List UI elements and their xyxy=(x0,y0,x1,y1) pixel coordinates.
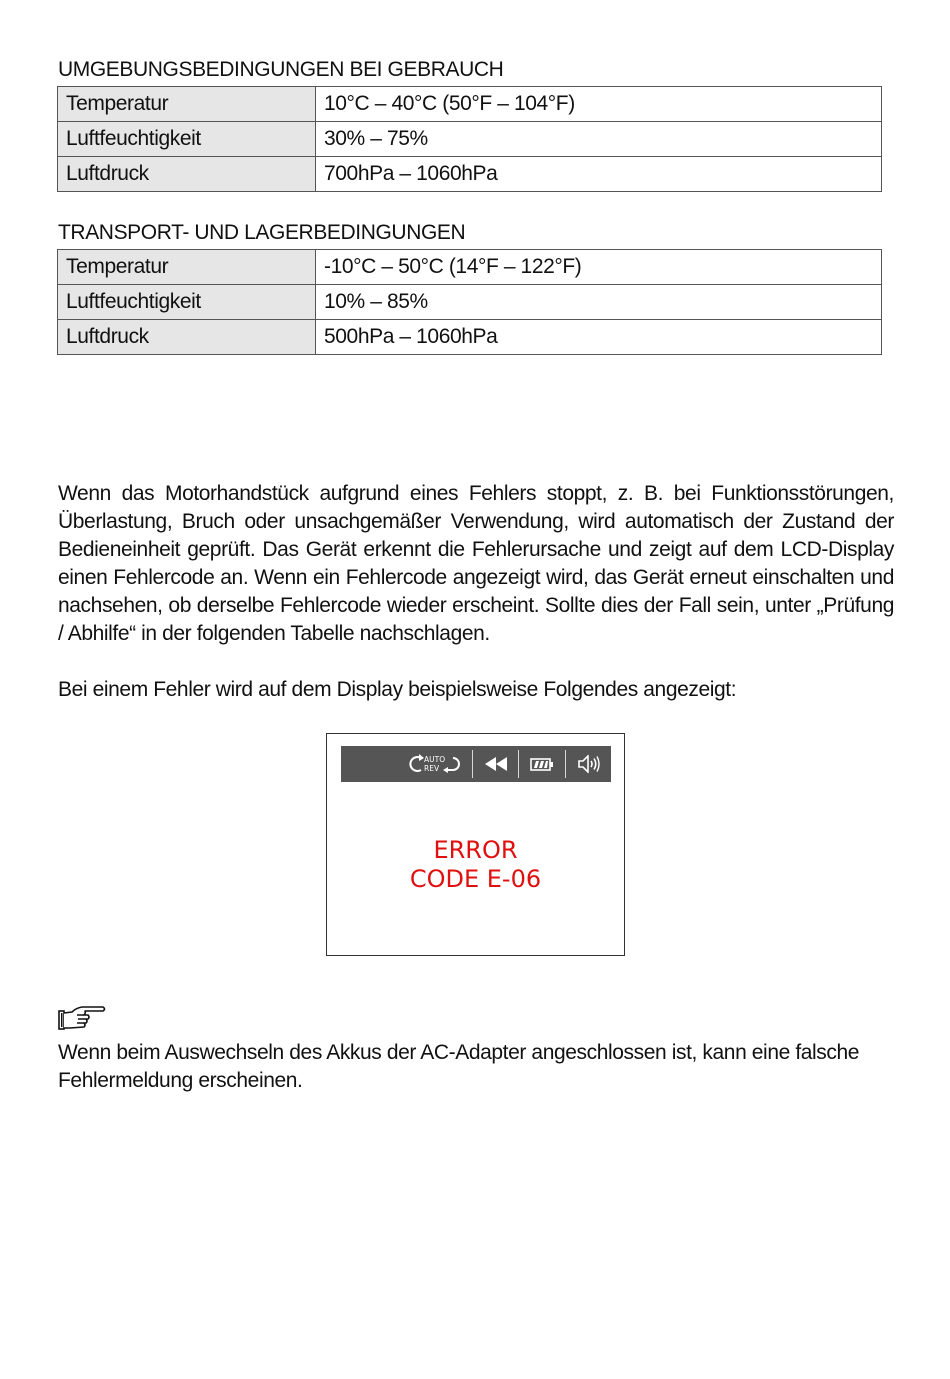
pressure-value: 500hPa – 1060hPa xyxy=(316,320,882,355)
temperature-label: Temperatur xyxy=(58,250,316,285)
table-row xyxy=(58,87,882,122)
rewind-icon xyxy=(473,746,518,782)
error-line-1: ERROR xyxy=(433,836,518,864)
humidity-value: 10% – 85% xyxy=(316,285,882,320)
pointing-hand-icon xyxy=(58,1005,108,1033)
pressure-value: 700hPa – 1060hPa xyxy=(316,157,882,192)
auto-reverse-icon xyxy=(403,746,469,782)
usage-conditions-table xyxy=(57,86,882,192)
table-row xyxy=(58,250,882,285)
error-code: CODE E-06 xyxy=(409,865,542,893)
lcd-status-bar xyxy=(341,746,611,782)
error-message xyxy=(327,836,624,894)
auto-label: AUTO xyxy=(424,755,446,764)
note-text: Wenn beim Auswechseln des Akkus der AC-Adapter angeschlossen ist, kann eine falsche Fehlermeldung erscheinen. xyxy=(58,1041,860,1092)
speaker-icon xyxy=(566,746,611,782)
table-row xyxy=(58,157,882,192)
humidity-label: Luftfeuchtigkeit xyxy=(58,285,316,320)
humidity-label: Luftfeuchtigkeit xyxy=(58,122,316,157)
pressure-label: Luftdruck xyxy=(58,320,316,355)
table-row xyxy=(58,122,882,157)
battery-icon xyxy=(519,746,565,782)
rev-label: REV xyxy=(424,764,440,773)
pressure-label: Luftdruck xyxy=(58,157,316,192)
table-row xyxy=(58,320,882,355)
table-row xyxy=(58,285,882,320)
lcd-display xyxy=(326,733,625,956)
temperature-value: -10°C – 50°C (14°F – 122°F) xyxy=(316,250,882,285)
example-intro: Bei einem Fehler wird auf dem Display beispielsweise Folgendes angezeigt: xyxy=(58,678,737,701)
temperature-label: Temperatur xyxy=(58,87,316,122)
error-description: Wenn das Motorhandstück aufgrund eines Fehlers stoppt, z. B. bei Funktionsstörungen, Überlastung, Bruch oder unsachgemäßer Verwendung, wird automatisch der Zustand der Bedieneinheit geprüft. Das Gerät erkennt die Fehlerursache und zeigt auf dem LCD-Display einen Fehlercode an. Wenn ein Fehlercode angezeigt wird, das Gerät erneut einschalten und nachsehen, ob derselbe Fehlercode wieder erscheint. Sollte dies der Fall sein, unter „Prüfung / Abhilfe“ in der folgenden Tabelle nachschlagen. xyxy=(58,482,894,645)
usage-conditions-title: UMGEBUNGSBEDINGUNGEN BEI GEBRAUCH xyxy=(58,58,504,81)
storage-conditions-table xyxy=(57,249,882,355)
temperature-value: 10°C – 40°C (50°F – 104°F) xyxy=(316,87,882,122)
humidity-value: 30% – 75% xyxy=(316,122,882,157)
storage-conditions-title: TRANSPORT- UND LAGERBEDINGUNGEN xyxy=(58,221,466,244)
